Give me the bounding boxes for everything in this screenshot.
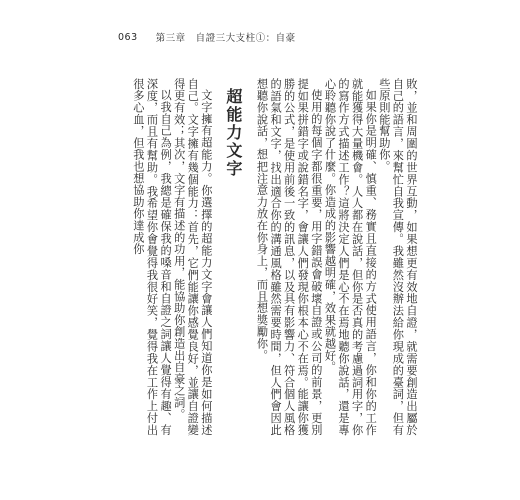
page-number: 063: [118, 31, 138, 43]
body-text: [120, 78, 418, 436]
paragraph: 使用的每個字都很重要，用字錯誤會破壞自證或公司的前景，更別提如果拼錯字或說錯名字，會讓人們發現你根本心不在焉。能讓你獲勝的公式，是使用前後一致的訊息，以及具有影響力、符合個人風格的語氣和文字，找出適合你的溝通風格雖然需要時間，但人們會因此想聽你說話，想把注意力放在你身上，而且想獎勵你。: [255, 78, 323, 436]
paragraph: 文字擁有超能力。你選擇的超能力文字會讓人們知道你是如何描述自己。文字擁有幾個能力：首先，它們能讓你感覺良好，並讓自證變得更有效；其次，文字有描述的功用，能協助你創造出自豪之詞。: [172, 78, 213, 436]
paragraph: 敗，並和周圍的世界互動，如果想更有效地自證，就需要創造出屬於自己的語言，來幫忙自我宣傳。我雖然沒辦法給你現成的臺詞，但有些原則能幫助你。: [377, 78, 418, 436]
paragraph: 以我自己為例，我總是確保我的嗓音和自證之詞讓人覺得有趣、有深度，而且有幫助。我希望你會覺得我很好笑，覺得我在工作上付出很多心血，但我也想協助你達成你: [131, 78, 173, 436]
vertical-text-columns: [120, 78, 418, 436]
chapter-title: 第三章 自證三大支柱①：自豪: [155, 33, 296, 44]
paragraph: 如果你是明確、慎重、務實且直接的方式使用語言，你和你的工作就能獲得大量機會。人人都在說話，但你是否真的考慮過詞用字，你的寫作方式描述工作？這將決定人們是心不在焉地聽你說話，還是專心聆聽你說了什麼。你造成的影響越明確，效果就越好。: [323, 78, 378, 436]
section-heading: 超能力文字: [223, 88, 243, 178]
running-header: [118, 30, 296, 44]
